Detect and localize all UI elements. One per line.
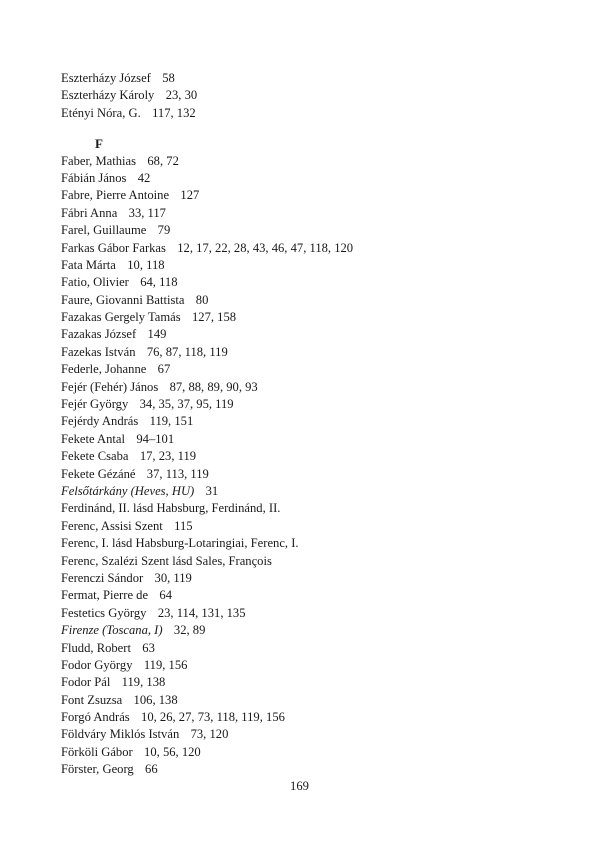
entry-name: Földváry Miklós István <box>61 727 180 742</box>
entry-pages: 37, 113, 119 <box>146 466 209 481</box>
entry-pages: 17, 23, 119 <box>139 449 197 464</box>
index-entry <box>61 744 561 761</box>
index-entry <box>61 431 561 448</box>
index-entry-place <box>61 483 561 500</box>
index-entry <box>61 240 561 257</box>
letter-heading: F <box>95 136 103 152</box>
entry-name: Fejér György <box>61 397 129 412</box>
index-entry-place <box>61 622 561 639</box>
entry-name: Federle, Johanne <box>61 362 147 377</box>
entry-pages: 10, 26, 27, 73, 118, 119, 156 <box>141 710 285 725</box>
entry-name: Fazakas Gergely Tamás <box>61 310 181 325</box>
entry-pages: 67 <box>157 362 171 377</box>
entry-pages: 73, 120 <box>190 727 229 742</box>
entry-name: Fodor Pál <box>61 675 111 690</box>
entry-pages: 149 <box>147 327 167 342</box>
index-entry <box>61 292 561 309</box>
index-section-e <box>61 70 561 122</box>
entry-name: Fekete Csaba <box>61 449 129 464</box>
entry-pages: 58 <box>162 71 175 85</box>
entry-name: Fábri Anna <box>61 205 118 220</box>
entry-name: Fekete Gézáné <box>61 466 136 481</box>
index-entry <box>61 222 561 239</box>
index-entry <box>61 413 561 430</box>
entry-name: Fejérdy András <box>61 414 139 429</box>
index-entry <box>61 379 561 396</box>
entry-name: Forgó András <box>61 710 130 725</box>
index-entry <box>61 396 561 413</box>
entry-name: Ferenc, Szalézi Szent lásd Sales, François <box>61 553 272 568</box>
index-entry <box>61 640 561 657</box>
entry-name: Ferenczi Sándor <box>61 570 144 585</box>
entry-pages: 94–101 <box>136 431 175 446</box>
index-entry <box>61 570 561 587</box>
entry-pages: 117, 132 <box>152 105 196 120</box>
entry-pages: 106, 138 <box>133 692 178 707</box>
entry-pages: 10, 118 <box>127 257 165 272</box>
index-entry <box>61 692 561 709</box>
entry-pages: 33, 117 <box>128 205 166 220</box>
entry-pages: 64 <box>159 588 172 603</box>
entry-name: Fata Márta <box>61 257 116 272</box>
index-entry <box>61 500 561 517</box>
entry-pages: 64, 118 <box>140 275 178 290</box>
entry-name: Faure, Giovanni Battista <box>61 292 185 307</box>
entry-name: Firenze (Toscana, I) <box>61 623 163 638</box>
entry-pages: 119, 138 <box>121 675 166 690</box>
entry-pages: 76, 87, 118, 119 <box>146 344 228 359</box>
entry-pages: 87, 88, 89, 90, 93 <box>169 379 258 394</box>
index-entry <box>61 344 561 361</box>
entry-name: Ferenc, I. lásd Habsburg-Lotaringiai, Ferenc, I. <box>61 536 299 551</box>
entry-pages: 32, 89 <box>173 623 206 638</box>
index-entry <box>61 170 561 187</box>
index-entry <box>61 361 561 378</box>
entry-name: Ferenc, Assisi Szent <box>61 518 163 533</box>
entry-pages: 119, 151 <box>149 414 194 429</box>
index-entry <box>61 205 561 222</box>
entry-pages: 12, 17, 22, 28, 43, 46, 47, 118, 120 <box>177 240 354 255</box>
index-entry <box>61 326 561 343</box>
entry-name: Fazakas József <box>61 327 137 342</box>
entry-pages: 127, 158 <box>191 310 237 325</box>
entry-pages: 23, 114, 131, 135 <box>157 605 246 620</box>
entry-pages: 42 <box>137 170 151 185</box>
entry-name: Fodor György <box>61 657 133 672</box>
entry-pages: 79 <box>157 223 171 238</box>
entry-name: Fludd, Robert <box>61 640 131 655</box>
page-number: 169 <box>290 779 309 793</box>
index-entry <box>61 87 561 104</box>
index-entry <box>61 70 561 87</box>
entry-name: Eszterházy József <box>61 71 151 85</box>
index-list <box>61 70 561 779</box>
entry-name: Festetics György <box>61 605 147 620</box>
entry-name: Faber, Mathias <box>61 153 137 168</box>
entry-pages: 68, 72 <box>147 153 179 168</box>
index-entry <box>61 257 561 274</box>
index-entry <box>61 709 561 726</box>
entry-name: Fábián János <box>61 170 127 185</box>
index-entry <box>61 535 561 552</box>
entry-pages: 115 <box>174 518 193 533</box>
entry-pages: 63 <box>142 640 155 655</box>
index-entry <box>61 105 561 122</box>
index-entry <box>61 726 561 743</box>
index-entry <box>61 605 561 622</box>
entry-name: Fatio, Olivier <box>61 275 129 290</box>
index-entry <box>61 587 561 604</box>
entry-name: Ferdinánd, II. lásd Habsburg, Ferdinánd, II. <box>61 501 281 516</box>
entry-name: Fabre, Pierre Antoine <box>61 188 170 203</box>
entry-pages: 34, 35, 37, 95, 119 <box>139 397 234 412</box>
index-entry <box>61 553 561 570</box>
index-entry <box>61 761 561 778</box>
index-section-f <box>61 153 561 779</box>
index-entry <box>61 448 561 465</box>
entry-name: Font Zsuzsa <box>61 692 123 707</box>
entry-name: Farel, Guillaume <box>61 223 147 238</box>
index-entry <box>61 274 561 291</box>
entry-name: Förköli Gábor <box>61 744 133 759</box>
entry-pages: 119, 156 <box>143 657 188 672</box>
index-entry <box>61 466 561 483</box>
entry-name: Fejér (Fehér) János <box>61 379 159 394</box>
entry-pages: 31 <box>205 483 219 498</box>
index-entry <box>61 518 561 535</box>
index-entry <box>61 309 561 326</box>
entry-pages: 10, 56, 120 <box>144 744 201 759</box>
entry-name: Eszterházy Károly <box>61 88 155 103</box>
entry-pages: 80 <box>195 292 209 307</box>
entry-name: Felsőtárkány (Heves, HU) <box>61 483 195 498</box>
entry-name: Farkas Gábor Farkas <box>61 240 166 255</box>
entry-name: Etényi Nóra, G. <box>61 105 141 120</box>
index-entry <box>61 674 561 691</box>
entry-name: Fermat, Pierre de <box>61 588 149 603</box>
index-entry <box>61 153 561 170</box>
section-gap <box>61 122 561 135</box>
entry-pages: 127 <box>180 188 200 203</box>
entry-name: Förster, Georg <box>61 762 134 777</box>
entry-name: Fekete Antal <box>61 431 126 446</box>
index-entry <box>61 657 561 674</box>
entry-pages: 30, 119 <box>154 570 192 585</box>
index-entry <box>61 187 561 204</box>
entry-pages: 23, 30 <box>165 88 198 103</box>
entry-name: Fazekas István <box>61 344 136 359</box>
entry-pages: 66 <box>145 762 158 777</box>
